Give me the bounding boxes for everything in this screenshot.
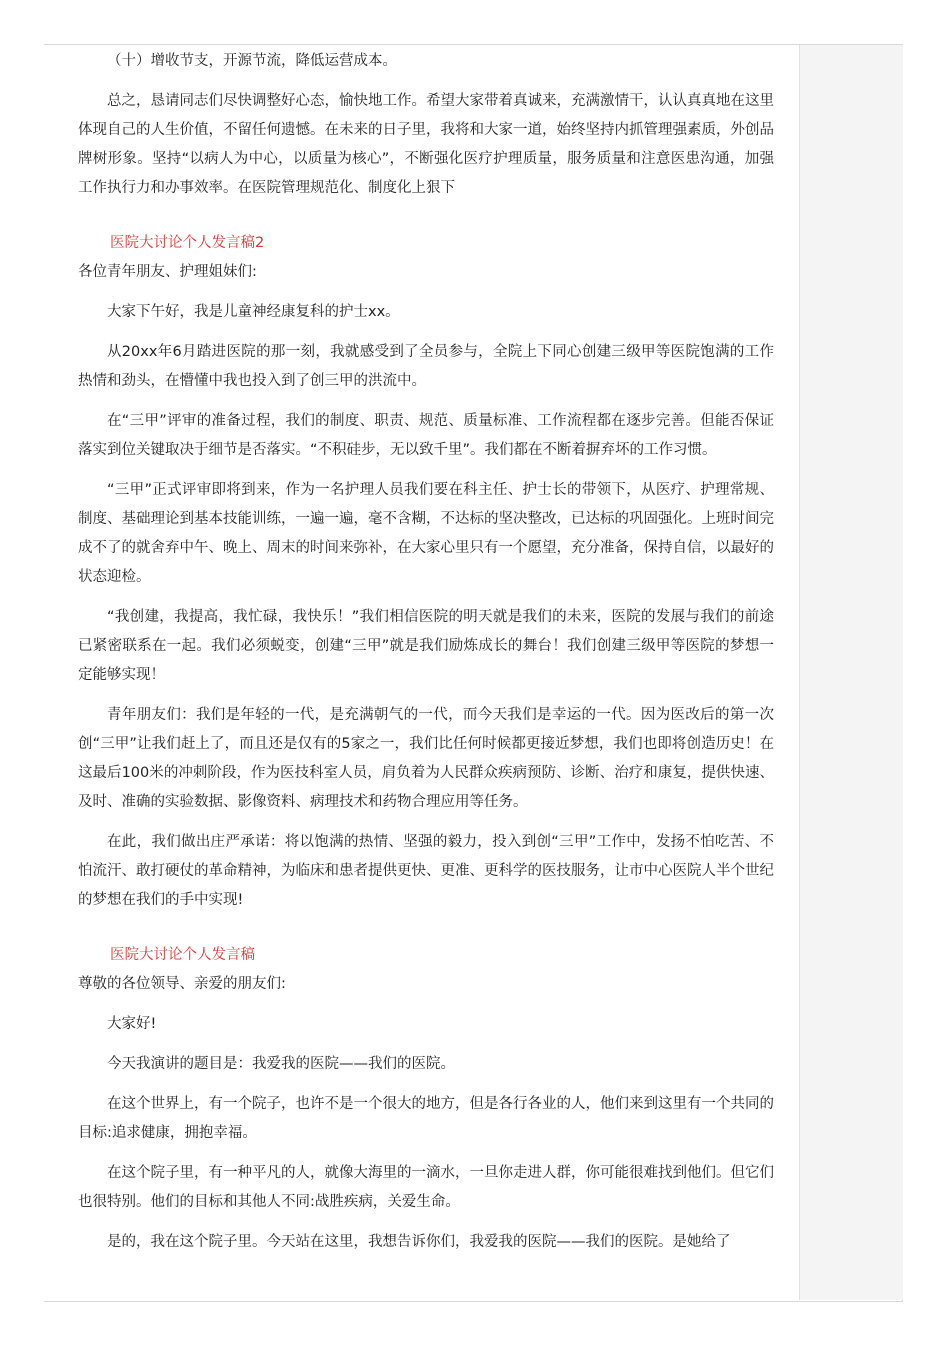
paragraph: 从20xx年6月踏进医院的那一刻，我就感受到了全员参与，全院上下同心创建三级甲等医院饱满的工作热情和劲头，在懵懂中我也投入到了创三甲的洪流中。	[78, 344, 774, 389]
paragraph: 在“三甲”评审的准备过程，我们的制度、职责、规范、质量标准、工作流程都在逐步完善。但能否保证落实到位关键取决于细节是否落实。“不积硅步，无以致千里”。我们都在不断着摒弃坏的工作习惯。	[78, 413, 774, 458]
paragraph: 在这个院子里，有一种平凡的人，就像大海里的一滴水，一旦你走进人群，你可能很难找到他们。但它们也很特别。他们的目标和其他人不同:战胜疾病，关爱生命。	[78, 1165, 774, 1210]
paragraph: 在此，我们做出庄严承诺：将以饱满的热情、坚强的毅力，投入到创“三甲”工作中，发扬不怕吃苦、不怕流汗、敢打硬仗的革命精神，为临床和患者提供更快、更准、更科学的医技服务，让市中心医院人半个世纪的梦想在我们的手中实现!	[78, 834, 774, 908]
paragraph: 是的，我在这个院子里。今天站在这里，我想告诉你们，我爱我的医院——我们的医院。是她给了	[107, 1234, 731, 1250]
section-heading: 医院大讨论个人发言稿	[110, 947, 255, 963]
paragraph: 青年朋友们：我们是年轻的一代，是充满朝气的一代，而今天我们是幸运的一代。因为医改后的第一次创“三甲”让我们赶上了，而且还是仅有的5家之一，我们比任何时候都更接近梦想，我们也即将创造历史！在这最后100米的冲刺阶段，作为医技科室人员，肩负着为人民群众疾病预防、诊断、治疗和康复，提供快速、及时、准确的实验数据、影像资料、病理技术和药物合理应用等任务。	[78, 707, 774, 810]
paragraph: （十）增收节支，开源节流，降低运营成本。	[107, 53, 397, 69]
paragraph: 今天我演讲的题目是：我爱我的医院——我们的医院。	[107, 1056, 455, 1072]
paragraph: 总之，恳请同志们尽快调整好心态，愉快地工作。希望大家带着真诚来，充满激情干，认认真真地在这里体现自己的人生价值，不留任何遗憾。在未来的日子里，我将和大家一道，始终坚持内抓管理强素质，外创品牌树形象。坚持“以病人为中心，以质量为核心”，不断强化医疗护理质量，服务质量和注意医患沟通，加强工作执行力和办事效率。在医院管理规范化、制度化上狠下	[78, 93, 774, 196]
paragraph: 大家下午好，我是儿童神经康复科的护士xx。	[107, 304, 400, 320]
salutation: 各位青年朋友、护理姐妹们:	[78, 264, 257, 280]
salutation: 尊敬的各位领导、亲爱的朋友们:	[78, 976, 286, 992]
paragraph: “三甲”正式评审即将到来，作为一名护理人员我们要在科主任、护士长的带领下，从医疗、护理常规、制度、基础理论到基本技能训练，一遍一遍，毫不含糊，不达标的坚决整改，已达标的巩固强化。上班时间完成不了的就舍弃中午、晚上、周末的时间来弥补，在大家心里只有一个愿望，充分准备，保持自信，以最好的状态迎检。	[78, 482, 774, 585]
paragraph: “我创建，我提高，我忙碌，我快乐！”我们相信医院的明天就是我们的未来，医院的发展与我们的前途已紧密联系在一起。我们必须蜕变，创建“三甲”就是我们励炼成长的舞台！我们创建三级甲等医院的梦想一定能够实现！	[78, 609, 774, 683]
side-panel	[799, 45, 903, 1300]
section-heading: 医院大讨论个人发言稿2	[110, 235, 265, 251]
paragraph: 在这个世界上，有一个院子，也许不是一个很大的地方，但是各行各业的人，他们来到这里有一个共同的目标:追求健康，拥抱幸福。	[78, 1096, 774, 1141]
document-body	[78, 47, 774, 1257]
paragraph: 大家好!	[107, 1016, 157, 1032]
